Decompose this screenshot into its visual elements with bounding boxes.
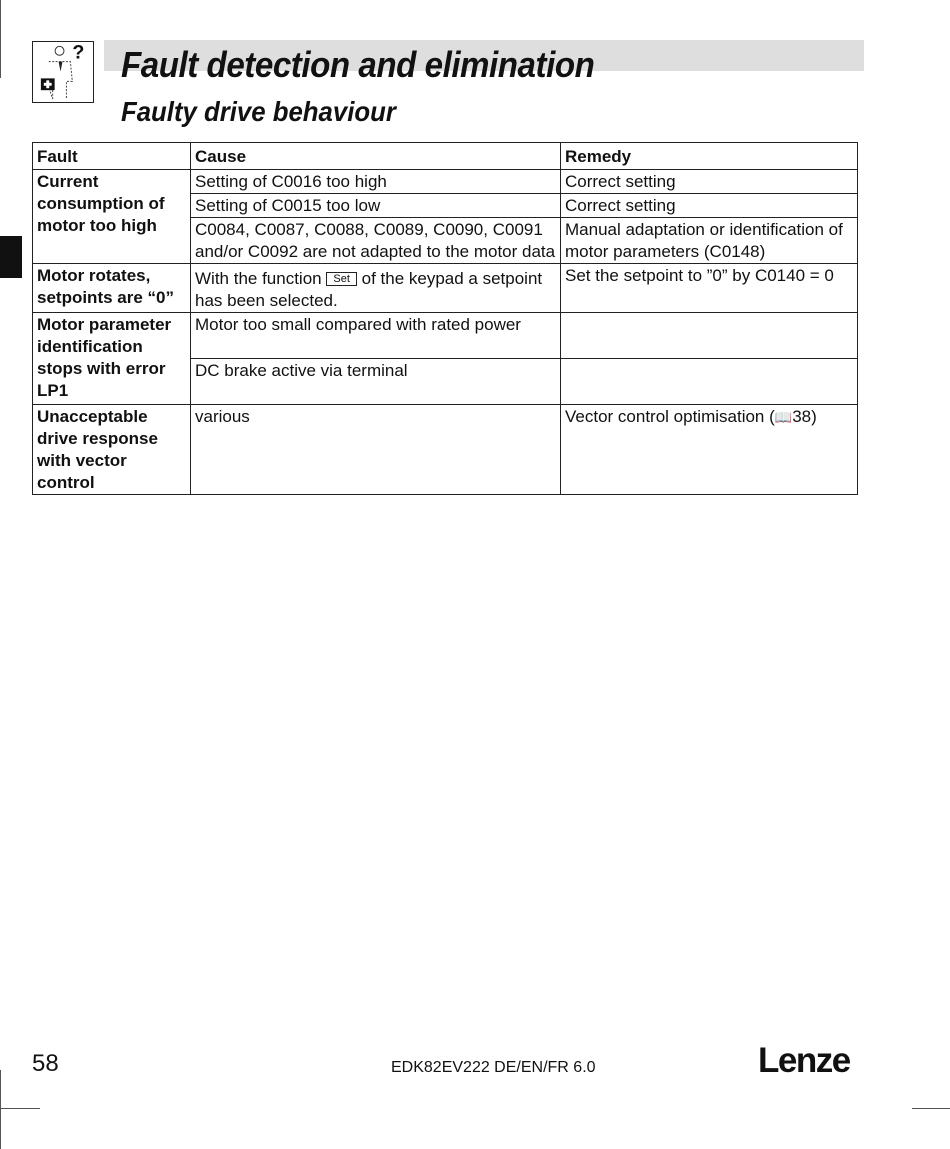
header-remedy: Remedy [561, 143, 858, 170]
header-cause: Cause [191, 143, 561, 170]
table-row [33, 313, 858, 359]
header-fault: Fault [33, 143, 191, 170]
cause-cell: DC brake active via terminal [191, 359, 561, 405]
fault-table [32, 142, 858, 495]
page-reference[interactable]: 38 [792, 407, 812, 426]
technician-figure-icon [33, 42, 92, 101]
page-title: Fault detection and elimination [121, 44, 595, 85]
remedy-text: Vector control optimisation ( [565, 407, 775, 426]
fault-cell: Current consumption of motor too high [33, 170, 191, 264]
remedy-text-close: ) [811, 407, 817, 426]
remedy-cell [561, 405, 858, 495]
cause-cell: various [191, 405, 561, 495]
remedy-cell: Correct setting [561, 194, 858, 218]
remedy-cell [561, 313, 858, 359]
cause-cell: C0084, C0087, C0088, C0089, C0090, C0091 and/or C0092 are not adapted to the motor data [191, 218, 561, 264]
cause-text: of the keypad a setpoint has been selected. [195, 269, 543, 310]
cause-cell: Motor too small compared with rated power [191, 313, 561, 359]
remedy-cell: Set the setpoint to ”0” by C0140 = 0 [561, 264, 858, 313]
fault-cell: Unacceptable drive response with vector control [33, 405, 191, 495]
set-key-icon: Set [326, 272, 357, 286]
table-row [33, 170, 858, 194]
svg-text:?: ? [72, 42, 85, 64]
crop-mark [0, 0, 1, 78]
document-code: EDK82EV222 DE/EN/FR 6.0 [391, 1059, 596, 1076]
cause-cell [191, 264, 561, 313]
remedy-cell: Manual adaptation or identification of motor parameters (C0148) [561, 218, 858, 264]
table-row [33, 264, 858, 313]
crop-mark [0, 1070, 1, 1149]
fault-cell: Motor parameter identification stops with error LP1 [33, 313, 191, 405]
remedy-cell: Correct setting [561, 170, 858, 194]
fault-cell: Motor rotates, setpoints are “0” [33, 264, 191, 313]
table-row [33, 405, 858, 495]
cause-text: With the function [195, 269, 322, 288]
section-subtitle: Faulty drive behaviour [121, 96, 396, 127]
crop-mark [0, 1108, 40, 1109]
cause-cell: Setting of C0016 too high [191, 170, 561, 194]
cause-cell: Setting of C0015 too low [191, 194, 561, 218]
table-header-row [33, 143, 858, 170]
page-number: 58 [32, 1050, 59, 1077]
crop-mark [912, 1108, 950, 1109]
service-technician-icon [32, 41, 94, 103]
chapter-tab-marker [0, 236, 22, 278]
lenze-logo: Lenze [758, 1041, 850, 1080]
book-reference-icon: 📖 [774, 409, 793, 425]
remedy-cell [561, 359, 858, 405]
